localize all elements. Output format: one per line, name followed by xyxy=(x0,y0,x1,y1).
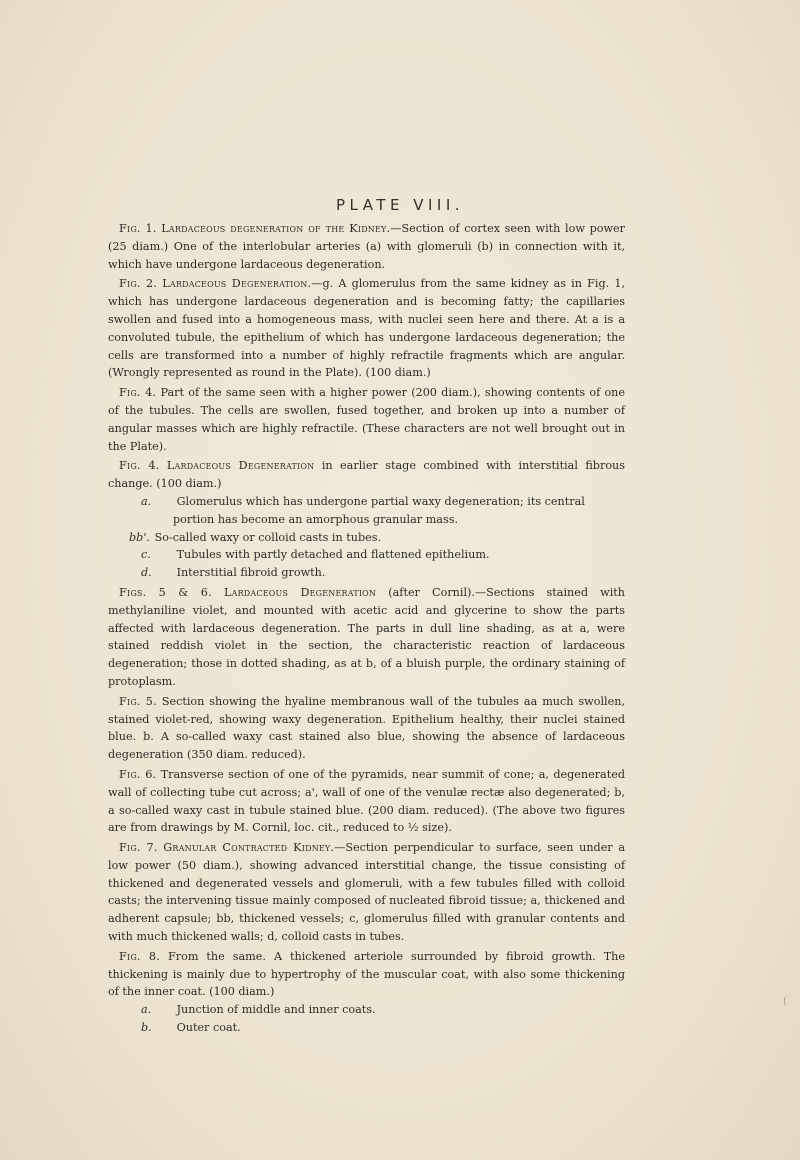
fig-4-text: in earlier stage combined with interstitial fibrous change. (100 diam.) xyxy=(108,459,626,491)
fig-5-label: Fig. 5. xyxy=(119,694,157,708)
fig-8-item-b-text: Outer coat. xyxy=(176,1021,241,1035)
fig-3-text: Part of the same seen with a higher power (200 diam.), showing contents of one of the tubules. The cells are swollen, fused together, and broken up into a number of angular masses which are highly refractile. (These characters are not well brought out in the Plate). xyxy=(108,386,626,453)
fig-8-text: From the same. A thickened arteriole surrounded by fibroid growth. The thickening is mainly due to hypertrophy of the muscular coat, with also some thickening of the inner coat. (100 diam.) xyxy=(108,949,626,999)
fig-4-item-a-label: a. xyxy=(141,494,152,508)
fig-4-item-bb-text: So-called waxy or colloid casts in tubes. xyxy=(154,530,382,544)
plate-title: PLATE VIII. xyxy=(335,196,465,214)
fig-4-item-bb: bb'. So-called waxy or colloid casts in tubes. xyxy=(129,530,382,544)
plate-description xyxy=(108,220,625,1037)
fig-4-item-a xyxy=(108,493,625,529)
fig-4-item-c xyxy=(108,546,625,564)
fig-8-item-a xyxy=(108,1001,625,1019)
fig-1-text: —Section of cortex seen with low power (25 diam.) One of the interlobular arteries (a) with glomeruli (b) in connection with it, which have undergone lardaceous degeneration. xyxy=(108,222,626,271)
fig-4-paragraph xyxy=(108,457,625,493)
figs-5-6-paragraph xyxy=(108,584,625,691)
fig-2-paragraph xyxy=(108,275,625,382)
fig-5-paragraph xyxy=(108,693,625,764)
figs-5-6-text: (after Cornil).—Sections stained with methylaniline violet, and mounted with acetic acid and glycerine to show the parts affected with lardaceous degeneration. The parts in dull line shading, as at a, were stained reddish violet in the section, the characteristic reaction of lardaceous degeneration; those in dotted shading, as at b, of a bluish purple, the ordinary staining of protoplasm. xyxy=(108,585,625,688)
fig-2-text: —g. A glomerulus from the same kidney as in Fig. 1, which has undergone lardaceous degeneration and is becoming fatty; the capillaries swollen and fused into a homogeneous mass, with nuclei seen here and there. At a is a convoluted tubule, the epithelium of which has undergone lardaceous degeneration; the cells are transformed into a number of highly refractile fragments which are angular. (Wrongly represented as round in the Plate). (100 diam.) xyxy=(108,277,626,380)
fig-7-text: —Section perpendicular to surface, seen under a low power (50 diam.), showing advanced interstitial change, the tissue consisting of thickened and degenerated vessels and glomeruli, with a few tubules filled with colloid casts; the intervening tissue mainly composed of nucleated fibroid tissue; a, thickened and adherent capsule; bb, thickened vessels; c, glomerulus filled with granular contents and with much thickened walls; d, colloid casts in tubes. xyxy=(108,841,625,944)
fig-5-text: Section showing the hyaline membranous wall of the tubules aa much swollen, stained violet-red, showing waxy degeneration. Epithelium healthy, their nuclei stained blue. b. A so-called waxy cast stained also blue, showing the absence of lardaceous degeneration (350 diam. reduced). xyxy=(108,694,625,762)
fig-7-paragraph xyxy=(108,839,625,946)
fig-8-item-a-text: Junction of middle and inner coats. xyxy=(176,1003,376,1017)
fig-2-label: Fig. 2. xyxy=(119,277,158,291)
fig-1-paragraph xyxy=(108,220,625,273)
fig-4-heading: Lardaceous Degeneration xyxy=(166,459,315,473)
fig-8-label: Fig. 8. xyxy=(119,949,160,963)
fig-6-label: Fig. 6. xyxy=(119,767,157,781)
fig-3-label: Fig. 4. xyxy=(119,386,157,400)
fig-8-paragraph xyxy=(108,948,625,1001)
figs-5-6-heading: Lardaceous Degeneration xyxy=(223,585,377,599)
fig-6-text: Transverse section of one of the pyramids, near summit of cone; a, degenerated wall of collecting tube cut across; a', wall of one of the venulæ rectæ also degenerated; b, a so-called waxy cast in tubule stained blue. (200 diam. reduced). (The above two figures are from drawings by M. Cornil, loc. cit., reduced to ½ size). xyxy=(108,767,626,835)
fig-6-paragraph xyxy=(108,766,625,837)
fig-4-item-d-text: Interstitial fibroid growth. xyxy=(176,566,326,580)
fig-4-item-d-label: d. xyxy=(141,566,152,580)
fig-7-label: Fig. 7. xyxy=(119,841,158,855)
fig-4-item-c-label: c. xyxy=(141,548,151,562)
fig-8-item-b-label: b. xyxy=(141,1021,152,1035)
fig-1-label: Fig. 1. xyxy=(119,222,157,235)
fig-7-heading: Granular Contracted Kidney. xyxy=(163,841,335,855)
fig-3-paragraph xyxy=(108,384,625,455)
fig-4-item-a-text: Glomerulus which has undergone partial waxy degeneration; its central portion has become an amorphous granular mass. xyxy=(173,494,585,526)
fig-1-heading: Lardaceous degeneration of the Kidney. xyxy=(161,222,391,235)
fig-4-item-c-text: Tubules with partly detached and flattened epithelium. xyxy=(176,548,490,562)
fig-8-item-a-label: a. xyxy=(141,1003,152,1017)
fig-4-item-d xyxy=(108,564,625,582)
page-edge-mark: ( xyxy=(783,996,787,1007)
fig-2-heading: Lardaceous Degeneration. xyxy=(162,277,312,291)
fig-4-label: Fig. 4. xyxy=(119,459,160,473)
figs-5-6-label: Figs. 5 & 6. xyxy=(119,585,212,599)
fig-8-item-b xyxy=(108,1019,625,1037)
